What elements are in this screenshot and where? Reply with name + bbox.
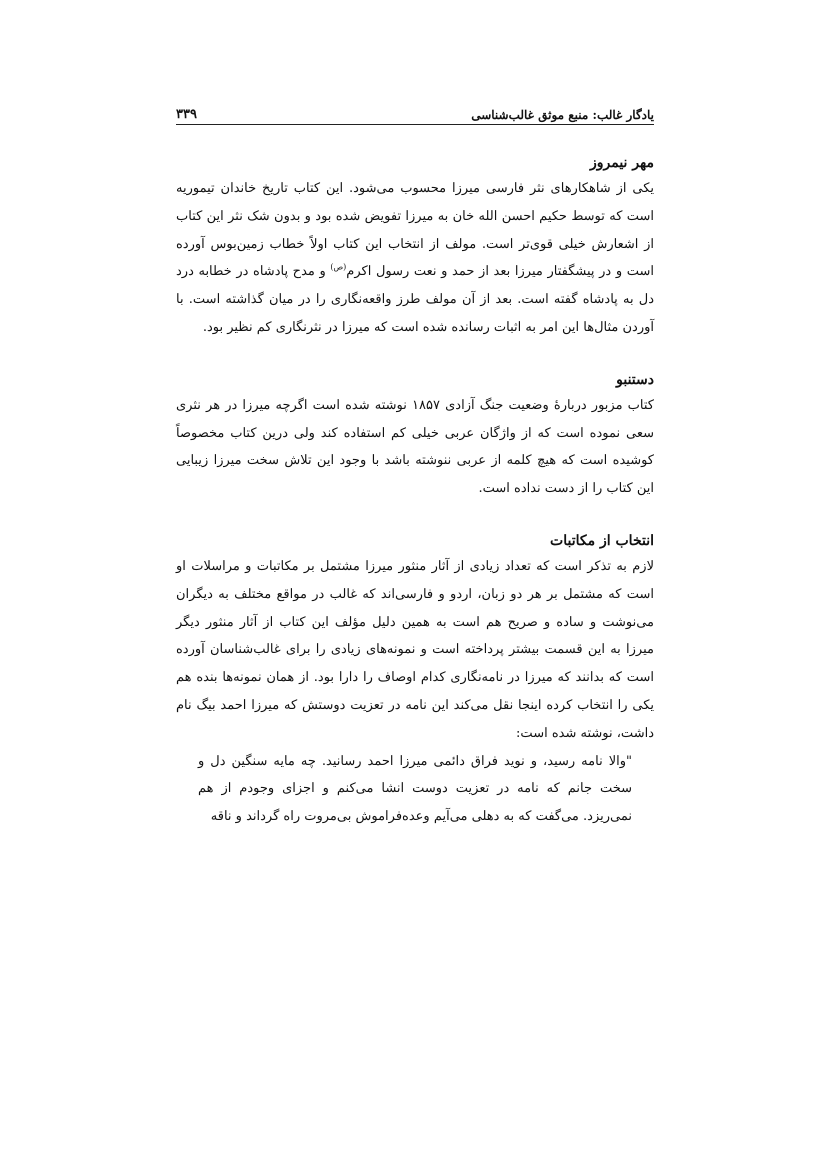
- page-number: ۳۳۹: [176, 107, 197, 122]
- section-intekhab-az-mokatebat: [176, 529, 654, 831]
- section-title: مهر نیمروز: [589, 155, 654, 171]
- section-paragraph: [176, 175, 654, 342]
- section-dastanbu: [176, 368, 654, 503]
- honorific-superscript: (ص): [330, 263, 347, 273]
- section-title: دستنبو: [616, 371, 654, 388]
- section-paragraph: کتاب مزبور دربارهٔ وضعیت جنگ آزادی ۱۸۵۷ نوشته شده است اگرچه میرزا در هر نثری سعی نموده است که از واژگان عربی خیلی کم استفاده کند ولی درین کتاب مخصوصاً کوشیده است که هیچ کلمه از عربی ننوشته باشد با وجود این تلاش سخت میرزا زیبایی این کتاب را از دست نداده است.: [176, 397, 654, 497]
- section-mehr-nimruz: [176, 151, 654, 342]
- document-page: [176, 96, 654, 831]
- paragraph-text-part1: یکی از شاهکارهای نثر فارسی میرزا محسوب می‌شود. این کتاب تاریخ خاندان تیموریه است که توسط حکیم احسن الله خان به میرزا تفویض شده بود و بدون شک نثر این کتاب از اشعارش خیلی قوی‌تر است. مولف از انتخاب این کتاب اولاً خطاب زمین‌بوس آورده است و در پیشگفتار میرزا بعد از حمد و نعت رسول اکرم: [176, 181, 654, 280]
- paragraph-text-part2: و مدح پادشاه در خطابه درد دل به پادشاه گفته است. بعد از آن مولف طرز واقعه‌نگاری را در میان گذاشته است. با آوردن مثال‌ها این امر به اثبات رسانده شده است که میرزا در نثرنگاری کم نظیر بود.: [176, 264, 654, 335]
- section-title: انتخاب از مکاتبات: [550, 532, 654, 549]
- running-title: یادگار غالب: منبع موثق غالب‌شناسی: [471, 108, 654, 122]
- letter-quote: "والا نامه رسید، و نوید فراق دائمی میرزا احمد رسانید. چه مایه سنگین دل و سخت جانم که نامه در تعزیت دوست انشا می‌کنم و اجزای وجودم از هم نمی‌ریزد. می‌گفت که به دهلی می‌آیم وعده‌فراموش بی‌مروت راه گرداند و ناقه: [198, 753, 632, 825]
- section-paragraph: لازم به تذکر است که تعداد زیادی از آثار منثور میرزا مشتمل بر مکاتبات و مراسلات او است که مشتمل بر هر دو زبان، اردو و فارسی‌اند که غالب در مواقع مختلف به دیگران می‌نوشت و ساده و صریح هم است به همین دلیل مؤلف این کتاب از آثار منثور دیگر میرزا به این قسمت بیشتر پرداخته است و نمونه‌های زیادی را برای غالب‌شناسان آورده است که بدانند که میرزا در نامه‌نگاری کدام اوصاف را دارا بود. از همان نمونه‌ها بنده هم یکی را انتخاب کرده اینجا نقل می‌کند این نامه در تعزیت دوستش که میرزا احمد بیگ نام داشت، نوشته شده است:: [176, 558, 654, 741]
- running-header: [176, 96, 654, 125]
